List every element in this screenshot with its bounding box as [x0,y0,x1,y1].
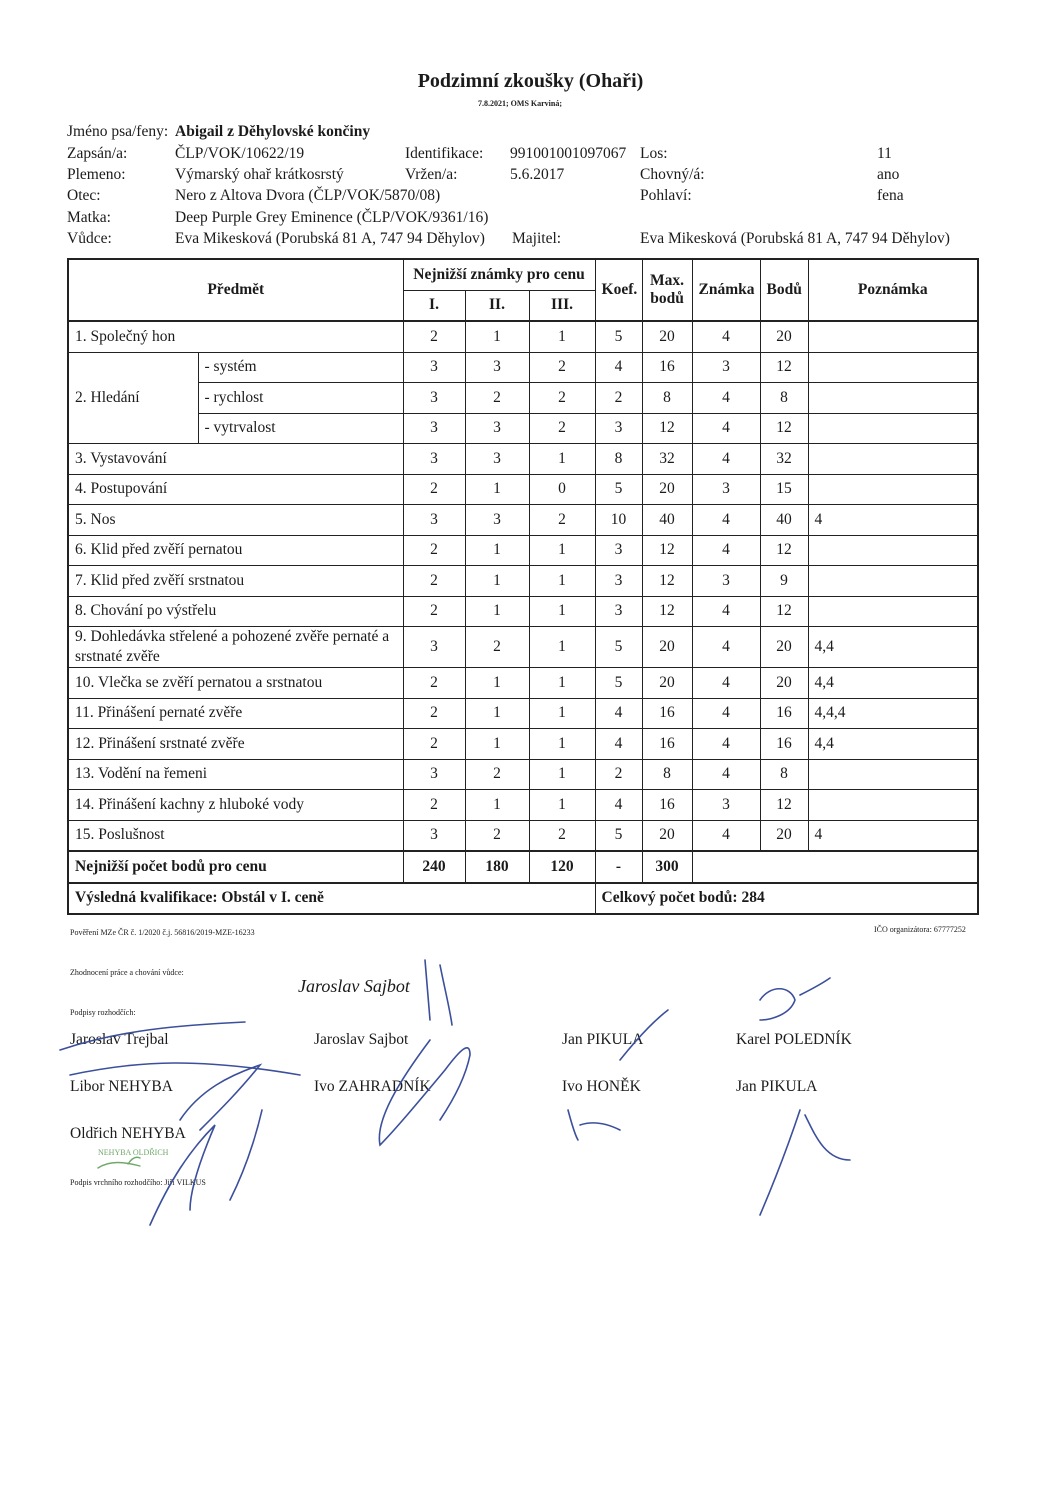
otec-value: Nero z Altova Dvora (ČLP/VOK/5870/08) [175,187,441,204]
row-znamka: 3 [692,790,760,821]
row-max: 20 [642,668,692,699]
row-i: 2 [403,668,465,699]
row-max: 16 [642,698,692,729]
min-points-i: 240 [403,851,465,883]
row-max: 8 [642,759,692,790]
signature-stroke [150,1125,215,1225]
row-bodu: 20 [760,321,808,352]
row-subject: 4. Postupování [68,474,403,505]
vudce-value: Eva Mikesková (Porubská 81 A, 747 94 Děhylov) [175,230,485,247]
majitel-value: Eva Mikesková (Porubská 81 A, 747 94 Děhylov) [640,230,950,247]
row-bodu: 12 [760,535,808,566]
header-znamka: Známka [692,259,760,321]
row-subject: 1. Společný hon [68,321,403,352]
row-bodu: 8 [760,383,808,414]
row-bodu: 32 [760,444,808,475]
row-bodu: 8 [760,759,808,790]
row-koef: 3 [595,566,642,597]
row-znamka: 4 [692,535,760,566]
chovny-value: ano [877,166,900,183]
row-koef: 3 [595,413,642,444]
zhodnoceni-label: Zhodnocení práce a chování vůdce: [70,968,184,977]
row-poznamka: 4,4 [808,668,978,699]
row-ii: 3 [465,352,529,383]
row-subitem: - vytrvalost [198,413,403,444]
row-ii: 1 [465,790,529,821]
ico-note: IČO organizátora: 67777252 [874,925,966,934]
header-i: I. [403,290,465,321]
row-koef: 4 [595,698,642,729]
pohlavi-label: Pohlaví: [640,187,692,204]
row-i: 2 [403,698,465,729]
matka-value: Deep Purple Grey Eminence (ČLP/VOK/9361/16) [175,209,489,226]
row-subject: 6. Klid před zvěří pernatou [68,535,403,566]
row-iii: 1 [529,627,595,668]
row-max: 16 [642,352,692,383]
row-max: 32 [642,444,692,475]
row-subject: 9. Dohledávka střelené a pohozené zvěře pernaté a srstnaté zvěře [68,627,403,668]
row-znamka: 4 [692,321,760,352]
row-max: 8 [642,383,692,414]
row-ii: 3 [465,444,529,475]
plemeno-label: Plemeno: [67,166,126,183]
row-iii: 1 [529,321,595,352]
page-subtitle: 7.8.2021; OMS Karviná; [478,99,562,108]
min-points-koef: - [595,851,642,883]
row-max: 12 [642,535,692,566]
header-max: Max. bodů [642,259,692,321]
row-znamka: 4 [692,759,760,790]
row-bodu: 12 [760,596,808,627]
row-koef: 3 [595,596,642,627]
row-iii: 1 [529,535,595,566]
row-iii: 1 [529,759,595,790]
row-poznamka: 4,4 [808,627,978,668]
row-iii: 1 [529,729,595,760]
row-subject: 11. Přinášení pernaté zvěře [68,698,403,729]
los-value: 11 [877,145,892,162]
row-koef: 2 [595,759,642,790]
signature-stroke [60,1022,245,1050]
vrzen-label: Vržen/a: [405,166,458,183]
header-ii: II. [465,290,529,321]
chief-judge-label: Podpis vrchního rozhodčího: Jiří VILKUS [70,1178,206,1187]
row-iii: 2 [529,505,595,536]
row-bodu: 16 [760,698,808,729]
row-znamka: 4 [692,596,760,627]
row-koef: 8 [595,444,642,475]
judge-trejbal: Jaroslav Trejbal [70,1031,169,1048]
header-iii: III. [529,290,595,321]
judge-honek: Ivo HONĚK [562,1078,641,1095]
row-max: 20 [642,474,692,505]
row-bodu: 16 [760,729,808,760]
row-koef: 5 [595,820,642,851]
judge-sajbot: Jaroslav Sajbot [314,1031,409,1048]
row-ii: 1 [465,566,529,597]
signature-stroke [180,1065,260,1130]
header-bodu: Bodů [760,259,808,321]
row-i: 3 [403,627,465,668]
zapsan-label: Zapsán/a: [67,145,128,162]
row-iii: 2 [529,383,595,414]
povereni-note: Pověření MZe ČR č. 1/2020 č.j. 56816/2019-MZE-16233 [70,928,255,937]
row-i: 3 [403,759,465,790]
majitel-label: Majitel: [512,230,562,247]
row-max: 40 [642,505,692,536]
row-poznamka: 4 [808,505,978,536]
row-bodu: 20 [760,668,808,699]
row-znamka: 4 [692,698,760,729]
judge-pikula-2: Jan PIKULA [736,1078,818,1095]
handwritten-signature-sajbot: Jaroslav Sajbot [298,976,410,996]
row-poznamka: 4,4 [808,729,978,760]
row-i: 3 [403,413,465,444]
signature-stroke [230,1110,262,1200]
judge-libor-nehyba: Libor NEHYBA [70,1078,173,1095]
header-poznamka: Poznámka [808,259,978,321]
row-koef: 10 [595,505,642,536]
row-ii: 2 [465,627,529,668]
row-iii: 0 [529,474,595,505]
row-subject: 3. Vystavování [68,444,403,475]
total-points: Celkový počet bodů: 284 [595,883,978,915]
row-znamka: 4 [692,627,760,668]
min-points-max: 300 [642,851,692,883]
row-znamka: 3 [692,566,760,597]
los-label: Los: [640,145,668,162]
row-ii: 1 [465,596,529,627]
header-koef: Koef. [595,259,642,321]
row-ii: 2 [465,820,529,851]
podpisy-label: Podpisy rozhodčích: [70,1008,136,1017]
row-iii: 2 [529,352,595,383]
row-koef: 3 [595,535,642,566]
row-subject: 12. Přinášení srstnaté zvěře [68,729,403,760]
signature-stroke [70,1063,300,1075]
page-title: Podzimní zkoušky (Ohaři) [417,70,644,92]
row-max: 12 [642,566,692,597]
row-subitem: - rychlost [198,383,403,414]
row-i: 2 [403,790,465,821]
row-iii: 1 [529,566,595,597]
row-ii: 1 [465,535,529,566]
row-ii: 1 [465,474,529,505]
vudce-label: Vůdce: [67,230,112,247]
row-subject: 14. Přinášení kachny z hluboké vody [68,790,403,821]
row-koef: 5 [595,321,642,352]
row-max: 12 [642,413,692,444]
row-ii: 2 [465,383,529,414]
row-max: 16 [642,729,692,760]
judge-polednik: Karel POLEDNÍK [736,1031,852,1048]
zapsan-value: ČLP/VOK/10622/19 [175,145,305,162]
row-i: 2 [403,596,465,627]
row-bodu: 12 [760,413,808,444]
row-max: 20 [642,627,692,668]
row-iii: 1 [529,790,595,821]
row-i: 3 [403,444,465,475]
row-ii: 1 [465,698,529,729]
row-subject: 7. Klid před zvěří srstnatou [68,566,403,597]
row-iii: 1 [529,698,595,729]
row-znamka: 4 [692,383,760,414]
row-bodu: 40 [760,505,808,536]
row-i: 3 [403,352,465,383]
stamp-stroke [98,1157,140,1168]
row-i: 2 [403,321,465,352]
plemeno-value: Výmarský ohař krátkosrstý [175,166,344,183]
row-subject: 5. Nos [68,505,403,536]
row-subject: 8. Chování po výstřelu [68,596,403,627]
row-znamka: 3 [692,352,760,383]
row-znamka: 4 [692,729,760,760]
signature-stroke [425,960,452,1025]
row-znamka: 4 [692,668,760,699]
name-label: Jméno psa/feny: [67,123,169,140]
row-bodu: 20 [760,627,808,668]
row-koef: 2 [595,383,642,414]
row-i: 2 [403,566,465,597]
row-poznamka: 4,4,4 [808,698,978,729]
row-koef: 4 [595,729,642,760]
row-znamka: 4 [692,413,760,444]
row-ii: 1 [465,321,529,352]
row-ii: 1 [465,668,529,699]
row-znamka: 3 [692,474,760,505]
row-subject: 13. Vodění na řemeni [68,759,403,790]
judge-zahradnik: Ivo ZAHRADNÍK [314,1078,431,1095]
signature-stroke [620,1010,668,1060]
row-iii: 1 [529,444,595,475]
ident-value: 991001001097067 [510,145,627,162]
row-znamka: 4 [692,505,760,536]
signature-stroke [760,1110,850,1215]
row-iii: 2 [529,820,595,851]
min-points-label: Nejnižší počet bodů pro cenu [68,851,403,883]
row-iii: 1 [529,596,595,627]
row-i: 3 [403,383,465,414]
row-bodu: 12 [760,790,808,821]
row-ii: 3 [465,413,529,444]
row-i: 3 [403,505,465,536]
row-koef: 4 [595,790,642,821]
row-i: 2 [403,729,465,760]
row-bodu: 9 [760,566,808,597]
row-max: 12 [642,596,692,627]
row-iii: 1 [529,668,595,699]
row-ii: 1 [465,729,529,760]
chovny-label: Chovný/á: [640,166,705,183]
row-subject: 15. Poslušnost [68,820,403,851]
row-max: 20 [642,321,692,352]
judge-pikula-1: Jan PIKULA [562,1031,644,1048]
row-koef: 5 [595,627,642,668]
row-bodu: 20 [760,820,808,851]
row-subject: 10. Vlečka se zvěří pernatou a srstnatou [68,668,403,699]
judge-oldrich-nehyba: Oldřich NEHYBA [70,1125,186,1142]
matka-label: Matka: [67,209,111,226]
row-koef: 5 [595,474,642,505]
row-max: 20 [642,820,692,851]
header-predmet: Předmět [68,259,403,321]
row-i: 2 [403,474,465,505]
pohlavi-value: fena [877,187,904,204]
signature-stroke [760,978,830,1020]
ident-label: Identifikace: [405,145,484,162]
row-iii: 2 [529,413,595,444]
vrzen-value: 5.6.2017 [510,166,565,183]
row-max: 16 [642,790,692,821]
row-koef: 5 [595,668,642,699]
stamp-text: NEHYBA OLDŘICH [98,1148,169,1157]
header-nejnizsi: Nejnižší známky pro cenu [403,259,595,290]
row-znamka: 4 [692,820,760,851]
signature-stroke [379,1040,470,1145]
row-bodu: 12 [760,352,808,383]
name-value: Abigail z Děhylovské končiny [175,123,371,140]
row-znamka: 4 [692,444,760,475]
min-points-ii: 180 [465,851,529,883]
row-subitem: - systém [198,352,403,383]
min-points-iii: 120 [529,851,595,883]
row-bodu: 15 [760,474,808,505]
row-ii: 3 [465,505,529,536]
result-qualification: Výsledná kvalifikace: Obstál v I. ceně [68,883,595,915]
row-subject: 2. Hledání [68,352,198,444]
row-koef: 4 [595,352,642,383]
row-i: 2 [403,535,465,566]
otec-label: Otec: [67,187,101,204]
row-poznamka: 4 [808,820,978,851]
row-i: 3 [403,820,465,851]
row-ii: 2 [465,759,529,790]
signature-stroke [568,1110,620,1140]
